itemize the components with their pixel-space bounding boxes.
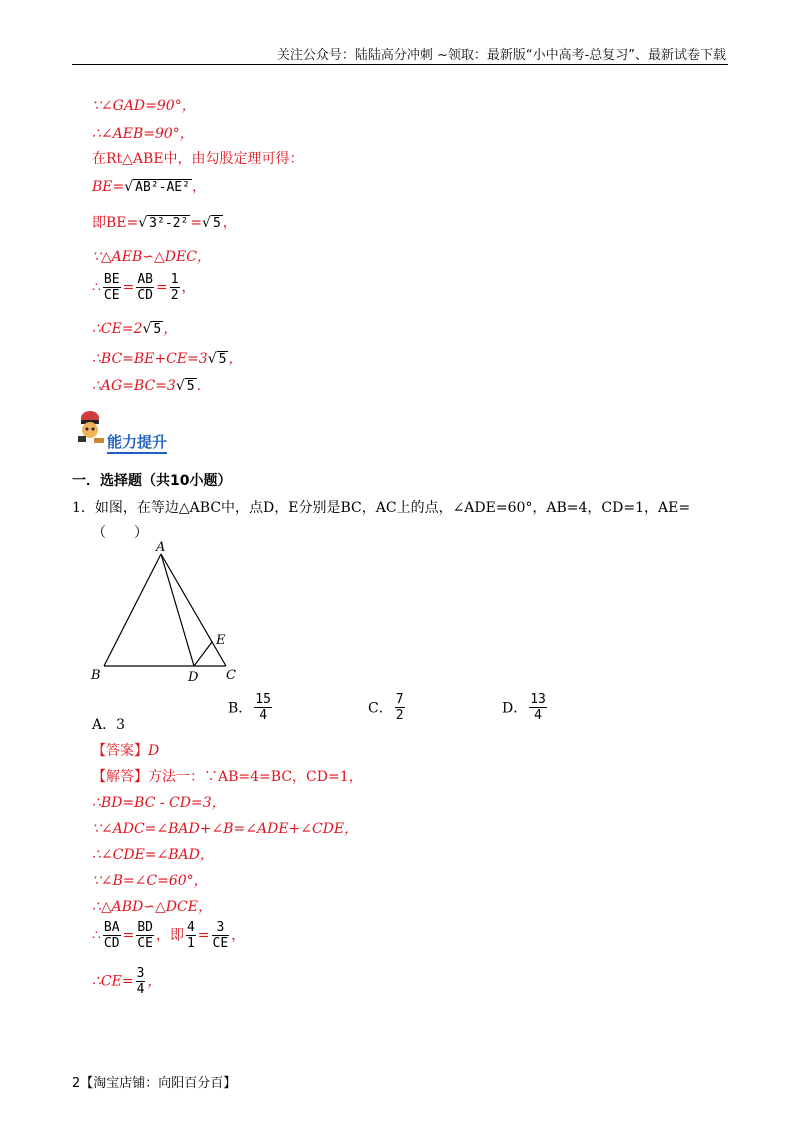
solution-tag: 【解答】 [92,769,148,785]
fraction-ab-cd: $\frac{AB}{CD}$ [137,272,153,303]
vertex-label-d: D [188,670,199,685]
fraction-four-one: $\frac{4}{1}$ [186,920,195,951]
solution-step-1: 【解答】方法一：∵AB=4=BC，CD=1， [92,769,363,785]
part-heading: 一．选择题（共10小题） [72,473,232,489]
side-ab [104,554,161,666]
solution-line-6: ∵△AEB∽△DEC， [92,249,211,265]
answer-line [92,740,159,760]
segment-ad [161,554,194,666]
solution-line-5: 即BE=√ 3²-2² =√ 5 ， [92,215,237,231]
solution-step-3: ∵∠ADC=∠BAD+∠B=∠ADE+∠CDE， [92,821,359,837]
triangle-figure [86,538,246,686]
solution-line-9: ∴BC=BE+CE=3√ 5 ， [92,351,243,367]
sqrt-five: √ 5 [202,215,221,231]
sqrt-five: √ 5 [175,378,195,394]
solution-line-3: 在Rt△ABE中，由勾股定理可得： [92,151,304,167]
sqrt-five: √ 5 [142,321,162,337]
be-equals: BE= [92,179,125,195]
solution-step-8: ∴CE= $\frac{3}{4}$ ， [92,966,162,997]
fraction-bd-ce: $\frac{BD}{CE}$ [137,920,153,951]
sqrt-expression: √ AB²-AE² [124,179,190,195]
solution-step-2: ∴BD=BC - CD=3， [92,795,226,811]
solution-line-2: ∴∠AEB=90°， [92,126,194,142]
page-footer: 2【淘宝店铺：向阳百分百】 [72,1076,237,1091]
solution-step-4: ∴∠CDE=∠BAD， [92,847,214,863]
choice-c: C． $\frac{7}{2}$ [368,692,404,723]
solution-line-7: ∴ $\frac{BE}{CE}$ = $\frac{AB}{CD}$ = $\frac{1}{2}$ ， [92,272,196,303]
fraction-three-four: $\frac{3}{4}$ [136,966,145,997]
fraction-be-ce: $\frac{BE}{CE}$ [103,272,120,303]
question-1-blank: （ ） [92,525,148,541]
fraction-three-ce: $\frac{3}{CE}$ [212,920,229,951]
mascot-icon [72,408,108,446]
sqrt-five: √ 5 [207,351,227,367]
header-divider [72,64,728,65]
solution-line-10: ∴AG=BC=3√ 5 . [92,378,202,394]
segment-de [194,642,212,666]
choice-b: B． $\frac{15}{4}$ [228,692,271,723]
choice-a: A．3 [92,717,126,733]
question-1-text: 1．如图，在等边△ABC中，点D，E分别是BC，AC上的点，∠ADE=60°，AB=4，CD=1，AE= [72,500,691,516]
choice-d: D． $\frac{13}{4}$ [502,692,546,723]
vertex-label-a: A [156,540,166,555]
section-title: 能力提升 [107,431,167,454]
solution-line-1: ∵∠GAD=90°， [92,98,196,114]
page-header: 关注公众号：陆陆高分冲刺 ~领取：最新版“小中高考-总复习”、最新试卷下载 [276,48,726,63]
fraction-one-half: $\frac{1}{2}$ [170,272,179,303]
answer-tag: 【答案】 [92,743,148,759]
solution-line-4: BE=√ AB²-AE² ， [92,179,206,195]
vertex-label-b: B [91,668,101,683]
side-ac [161,554,226,666]
solution-step-6: ∴△ABD∽△DCE， [92,899,212,915]
solution-step-5: ∵∠B=∠C=60°， [92,873,208,889]
vertex-label-c: C [226,668,236,683]
solution-step-7: ∴ $\frac{BA}{CD}$ = $\frac{BD}{CE}$ ，即 $\frac{4}{1}$ = $\frac{3}{CE}$ ， [92,920,246,951]
solution-line-8: ∴CE=2√ 5 ， [92,321,178,337]
answer-value: D [148,743,160,759]
vertex-label-e: E [216,633,226,648]
fraction-ba-cd: $\frac{BA}{CD}$ [103,920,120,951]
sqrt-expression: √ 3²-2² [138,215,189,231]
